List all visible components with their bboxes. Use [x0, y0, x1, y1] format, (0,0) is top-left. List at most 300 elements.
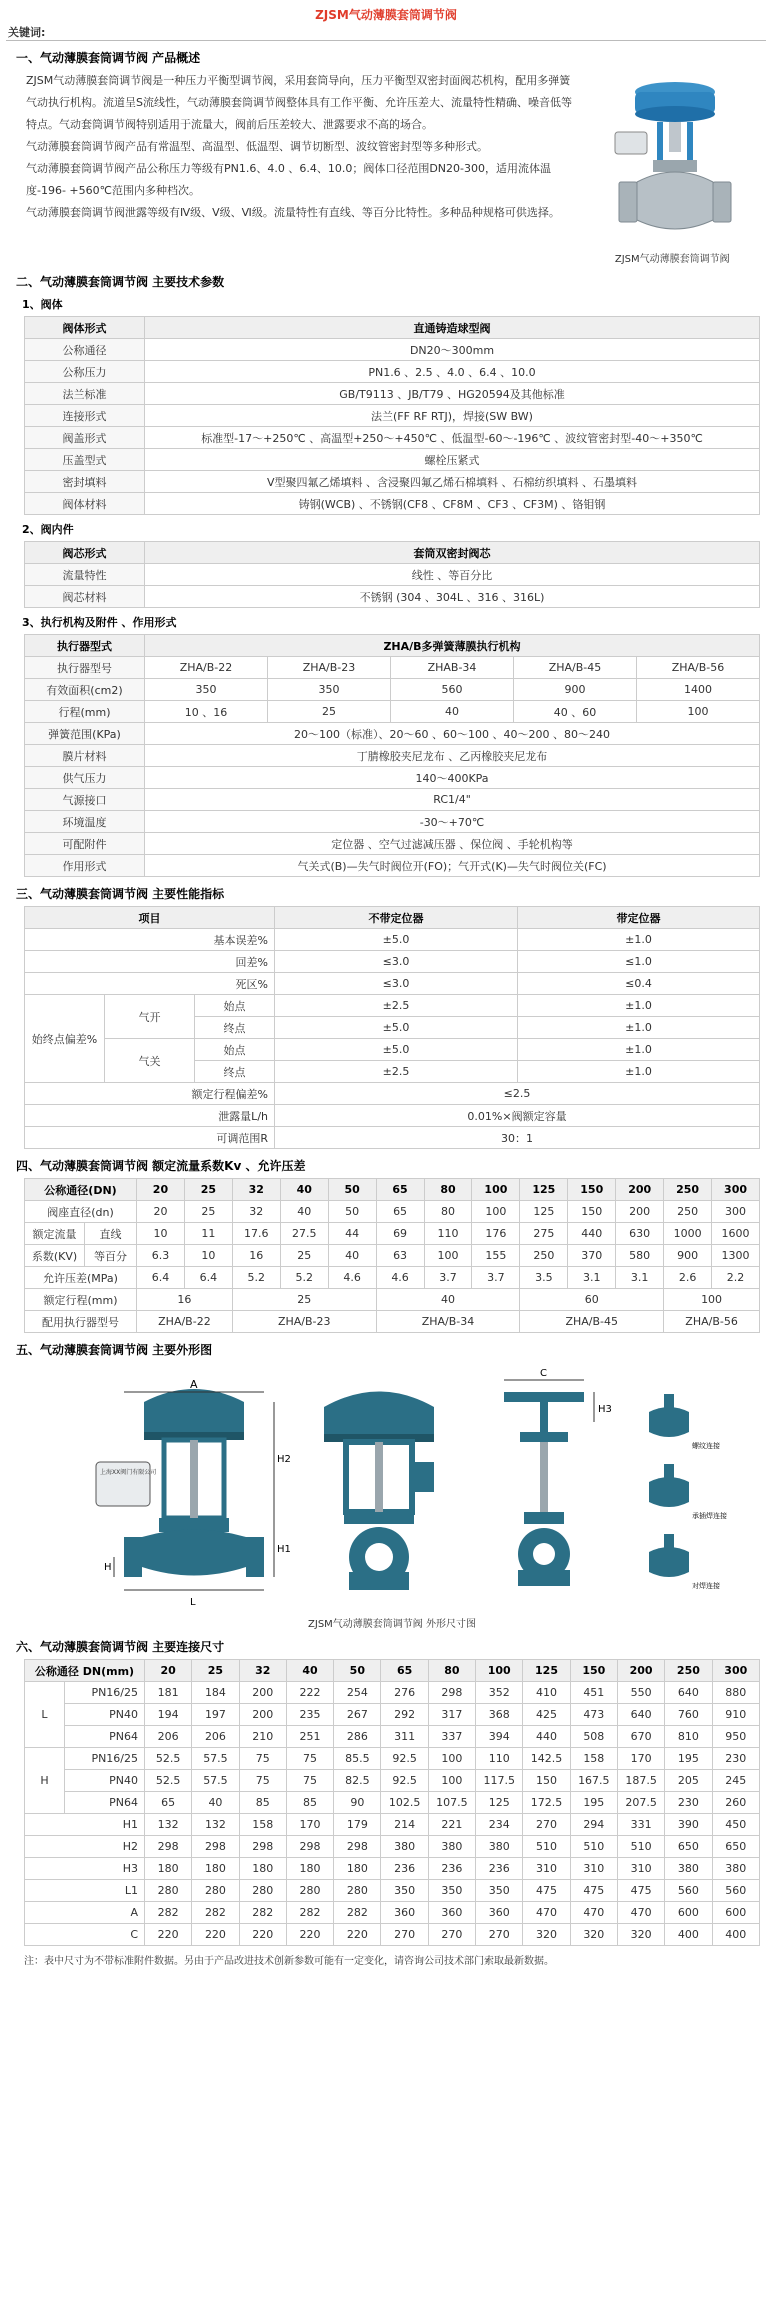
table-cell: 40	[328, 1245, 376, 1267]
table-cell: 310	[570, 1858, 617, 1880]
dims-figure-heading: 五、气动薄膜套筒调节阀 主要外形图	[16, 1343, 213, 1357]
table-cell: 260	[712, 1792, 759, 1814]
table-cell: 300	[712, 1179, 760, 1201]
table-cell: 310	[523, 1858, 570, 1880]
row-label: PN64	[65, 1726, 145, 1748]
table-cell: 510	[523, 1836, 570, 1858]
table-cell: ZHA/B-34	[376, 1311, 520, 1333]
table-cell: 298	[286, 1836, 333, 1858]
table-cell: 207.5	[617, 1792, 664, 1814]
table-cell: 214	[381, 1814, 428, 1836]
table-cell: 65	[376, 1201, 424, 1223]
table-cell: 25	[184, 1201, 232, 1223]
dim-A-label: A	[190, 1378, 198, 1391]
table-cell: ZHA/B-23	[268, 657, 391, 679]
table-cell: ±2.5	[275, 995, 518, 1017]
table-cell: 270	[523, 1814, 570, 1836]
table-cell: 210	[239, 1726, 286, 1748]
row-label: H1	[25, 1814, 145, 1836]
table-row	[25, 1726, 760, 1748]
row-label: 弹簧范围(KPa)	[25, 723, 145, 745]
row-label: 阀芯材料	[25, 586, 145, 608]
table-cell: 580	[616, 1245, 664, 1267]
table-cell: 158	[239, 1814, 286, 1836]
table-cell: 50	[328, 1201, 376, 1223]
table-cell: 32	[232, 1201, 280, 1223]
trim-table	[24, 541, 760, 608]
table-cell: 32	[239, 1660, 286, 1682]
table-cell: 440	[568, 1223, 616, 1245]
table-cell: 142.5	[523, 1748, 570, 1770]
table-row	[25, 767, 760, 789]
table-cell: 380	[428, 1836, 475, 1858]
table-cell: 440	[523, 1726, 570, 1748]
table-cell: 370	[568, 1245, 616, 1267]
table-cell: 320	[617, 1924, 664, 1946]
row-label: 膜片材料	[25, 745, 145, 767]
table-cell: 300	[712, 1660, 759, 1682]
table-cell: 298	[192, 1836, 239, 1858]
table-cell: ±1.0	[518, 1017, 760, 1039]
table-cell: 220	[239, 1924, 286, 1946]
table-cell: 65	[145, 1792, 192, 1814]
table-row	[25, 471, 760, 493]
table-cell: 10	[184, 1245, 232, 1267]
table-cell: 项目	[25, 907, 275, 929]
table-row	[25, 542, 760, 564]
table-row	[25, 339, 760, 361]
table-cell: 184	[192, 1682, 239, 1704]
table-cell: 2.6	[664, 1267, 712, 1289]
table-cell: 125	[523, 1660, 570, 1682]
table-row	[25, 973, 760, 995]
row-value: PN1.6 、2.5 、4.0 、6.4 、10.0	[145, 361, 760, 383]
row-label: 环境温度	[25, 811, 145, 833]
row-label: H3	[25, 1858, 145, 1880]
table-cell: 200	[239, 1682, 286, 1704]
table-cell: 250	[664, 1201, 712, 1223]
table-cell: 110	[424, 1223, 472, 1245]
table-cell: 250	[520, 1245, 568, 1267]
table-row	[25, 1267, 760, 1289]
table-cell: 470	[617, 1902, 664, 1924]
table-cell: 16	[137, 1289, 233, 1311]
table-cell: 32	[232, 1179, 280, 1201]
table-cell: 180	[192, 1858, 239, 1880]
table-row	[25, 855, 760, 877]
table-cell: 220	[334, 1924, 381, 1946]
table-cell: 206	[145, 1726, 192, 1748]
table-cell: 40	[391, 701, 514, 723]
table-cell: ZHA/B-45	[520, 1311, 664, 1333]
table-cell: 475	[523, 1880, 570, 1902]
table-cell: 终点	[195, 1061, 275, 1083]
table-cell: 352	[476, 1682, 523, 1704]
dimension-drawing-icon	[24, 1362, 760, 1612]
table-cell: 508	[570, 1726, 617, 1748]
table-cell: ZHA/B-23	[232, 1311, 376, 1333]
table-cell: 25	[192, 1660, 239, 1682]
table-cell: 100	[428, 1748, 475, 1770]
page-title: ZJSM气动薄膜套筒调节阀	[315, 8, 457, 22]
table-row	[25, 995, 760, 1017]
table-cell: 85.5	[334, 1748, 381, 1770]
table-cell: 380	[665, 1858, 712, 1880]
table-cell: 280	[239, 1880, 286, 1902]
table-cell: 80	[424, 1201, 472, 1223]
table-cell: ±5.0	[275, 1017, 518, 1039]
table-cell: 92.5	[381, 1770, 428, 1792]
table-cell: 292	[381, 1704, 428, 1726]
table-row	[25, 1880, 760, 1902]
row-label: 作用形式	[25, 855, 145, 877]
table-cell: ZHA/B-22	[137, 1311, 233, 1333]
table-cell: 317	[428, 1704, 475, 1726]
dim-C-label: C	[540, 1368, 547, 1379]
table-cell: 110	[476, 1748, 523, 1770]
row-label: 气源接口	[25, 789, 145, 811]
table-cell: ZHA/B-22	[145, 657, 268, 679]
table-cell: 368	[476, 1704, 523, 1726]
actuator-table	[24, 634, 760, 877]
table-cell: ±1.0	[518, 929, 760, 951]
table-cell: 80	[428, 1660, 475, 1682]
table-cell: 350	[145, 679, 268, 701]
table-row	[25, 929, 760, 951]
table-cell: 180	[145, 1858, 192, 1880]
dim-H2-label: H2	[277, 1454, 291, 1465]
row-label: 额定行程偏差%	[25, 1083, 275, 1105]
row-label: L1	[25, 1880, 145, 1902]
table-cell: 298	[145, 1836, 192, 1858]
table-row	[25, 1858, 760, 1880]
table-cell: 11	[184, 1223, 232, 1245]
table-cell: 286	[334, 1726, 381, 1748]
row-label: 回差%	[25, 951, 275, 973]
table-cell: 90	[334, 1792, 381, 1814]
table-cell: 100	[664, 1289, 760, 1311]
overview-paragraph: 气动薄膜套筒调节阀产品公称压力等级有PN1.6、4.0 、6.4、10.0；阀体口径范围DN20-300，适用流体温度-196- +560℃范围内多种档次。	[26, 162, 551, 197]
table-cell: 230	[712, 1748, 759, 1770]
connection-variants	[649, 1394, 727, 1590]
table-row	[25, 907, 760, 929]
table-cell: ZHA/B-45	[514, 657, 637, 679]
endpoint-label: 始终点偏差%	[25, 995, 105, 1083]
table-row	[25, 1105, 760, 1127]
table-cell: 75	[286, 1770, 333, 1792]
table-cell: 251	[286, 1726, 333, 1748]
table-cell: 560	[665, 1880, 712, 1902]
table-cell: 3.1	[568, 1267, 616, 1289]
table-row	[25, 1311, 760, 1333]
table-cell: 57.5	[192, 1748, 239, 1770]
table-cell: 282	[145, 1902, 192, 1924]
table-cell: 1600	[712, 1223, 760, 1245]
table-cell: 带定位器	[518, 907, 760, 929]
table-cell: 40	[192, 1792, 239, 1814]
table-cell: ≤3.0	[275, 951, 518, 973]
row-label: 连接形式	[25, 405, 145, 427]
table-cell: 470	[523, 1902, 570, 1924]
table-cell: 150	[568, 1179, 616, 1201]
table-cell: 206	[192, 1726, 239, 1748]
table-cell: 220	[286, 1924, 333, 1946]
table-cell: 880	[712, 1682, 759, 1704]
table-cell: 470	[570, 1902, 617, 1924]
table-cell: 6.4	[184, 1267, 232, 1289]
table-cell: 40	[280, 1179, 328, 1201]
table-cell: 158	[570, 1748, 617, 1770]
table-cell: 280	[145, 1880, 192, 1902]
row-label: C	[25, 1924, 145, 1946]
valve-handwheel-view	[504, 1368, 612, 1586]
connection-heading: 六、气动薄膜套筒调节阀 主要连接尺寸	[16, 1640, 225, 1654]
variant-label-butt: 对焊连接	[692, 1582, 720, 1590]
table-cell: 3.5	[520, 1267, 568, 1289]
table-cell: 公称通径(DN)	[25, 1179, 137, 1201]
table-cell: 3.7	[424, 1267, 472, 1289]
table-cell: 20	[137, 1201, 185, 1223]
row-label: 供气压力	[25, 767, 145, 789]
table-cell: 810	[665, 1726, 712, 1748]
table-cell: 275	[520, 1223, 568, 1245]
row-value: 套筒双密封阀芯	[145, 542, 760, 564]
table-cell: 350	[268, 679, 391, 701]
flow-table	[24, 1178, 760, 1333]
row-label: 公称压力	[25, 361, 145, 383]
table-cell: 350	[381, 1880, 428, 1902]
table-cell: 82.5	[334, 1770, 381, 1792]
row-value: 螺栓压紧式	[145, 449, 760, 471]
row-label: PN16/25	[65, 1682, 145, 1704]
overview-paragraph: 气动薄膜套筒调节阀产品有常温型、高温型、低温型、调节切断型、波纹管密封型等多种形式。	[26, 140, 488, 153]
row-label: 密封填料	[25, 471, 145, 493]
table-cell: 85	[286, 1792, 333, 1814]
table-cell: 180	[334, 1858, 381, 1880]
table-cell: 92.5	[381, 1748, 428, 1770]
table-row	[25, 1704, 760, 1726]
table-cell: 187.5	[617, 1770, 664, 1792]
table-cell: 公称通径 DN(mm)	[25, 1660, 145, 1682]
table-cell: 320	[570, 1924, 617, 1946]
table-row	[25, 1814, 760, 1836]
table-cell: 176	[472, 1223, 520, 1245]
table-cell: 600	[665, 1902, 712, 1924]
table-cell: 950	[712, 1726, 759, 1748]
row-value: 线性 、等百分比	[145, 564, 760, 586]
table-row	[25, 449, 760, 471]
table-cell: 410	[523, 1682, 570, 1704]
table-cell: 475	[617, 1880, 664, 1902]
table-cell: 300	[712, 1201, 760, 1223]
plate-text: 上海XX阀门有限公司	[100, 1469, 157, 1476]
row-value: DN20～300mm	[145, 339, 760, 361]
table-cell: 200	[616, 1179, 664, 1201]
table-cell: 205	[665, 1770, 712, 1792]
connection-table	[24, 1659, 760, 1946]
footnote: 注：表中尺寸为不带标准附件数据。另由于产品改进技术创新参数可能有一定变化，请咨询公司技术部门索取最新数据。	[24, 1956, 554, 1967]
table-cell: 298	[239, 1836, 286, 1858]
table-cell: 400	[712, 1924, 759, 1946]
row-value: 140～400KPa	[145, 767, 760, 789]
table-cell: 17.6	[232, 1223, 280, 1245]
trim-heading: 2、阀内件	[22, 523, 74, 536]
table-cell: 550	[617, 1682, 664, 1704]
table-cell: ≤3.0	[275, 973, 518, 995]
table-cell: 27.5	[280, 1223, 328, 1245]
table-cell: 560	[712, 1880, 759, 1902]
table-cell: 197	[192, 1704, 239, 1726]
table-cell: ±1.0	[518, 1039, 760, 1061]
table-cell: 200	[617, 1660, 664, 1682]
table-cell: 107.5	[428, 1792, 475, 1814]
row-label: 可调范围R	[25, 1127, 275, 1149]
table-cell: 282	[286, 1902, 333, 1924]
valve-photo-icon	[597, 70, 747, 250]
row-label: 阀芯形式	[25, 542, 145, 564]
table-cell: 不带定位器	[275, 907, 518, 929]
table-row	[25, 405, 760, 427]
table-cell: 80	[424, 1179, 472, 1201]
table-cell: 60	[520, 1289, 664, 1311]
table-cell: 25	[280, 1245, 328, 1267]
table-cell: 282	[192, 1902, 239, 1924]
divider	[6, 40, 766, 41]
table-cell: 400	[665, 1924, 712, 1946]
table-cell: 230	[665, 1792, 712, 1814]
table-cell: 100	[424, 1245, 472, 1267]
table-row	[25, 635, 760, 657]
table-row	[25, 564, 760, 586]
product-image	[579, 70, 766, 265]
table-cell: 475	[570, 1880, 617, 1902]
table-cell: 155	[472, 1245, 520, 1267]
table-cell: 125	[520, 1201, 568, 1223]
dim-L-label: L	[190, 1597, 196, 1608]
row-label: A	[25, 1902, 145, 1924]
group-label: L	[25, 1682, 65, 1748]
table-cell: 220	[145, 1924, 192, 1946]
row-value: 不锈钢 (304 、304L 、316 、316L)	[145, 586, 760, 608]
table-row	[25, 1770, 760, 1792]
table-cell: 298	[334, 1836, 381, 1858]
table-cell: 25	[184, 1179, 232, 1201]
table-cell: 250	[665, 1660, 712, 1682]
table-cell: 194	[145, 1704, 192, 1726]
row-label: 泄露量L/h	[25, 1105, 275, 1127]
table-cell: 473	[570, 1704, 617, 1726]
table-cell: 311	[381, 1726, 428, 1748]
close-label: 气关	[105, 1039, 195, 1083]
table-cell: 510	[617, 1836, 664, 1858]
table-cell: 220	[192, 1924, 239, 1946]
table-row	[25, 427, 760, 449]
table-cell: 280	[192, 1880, 239, 1902]
table-cell: 170	[286, 1814, 333, 1836]
table-cell: 10 、16	[145, 701, 268, 723]
overview-heading: 一、气动薄膜套筒调节阀 产品概述	[16, 51, 201, 65]
page	[6, 0, 766, 1967]
table-row	[25, 723, 760, 745]
table-cell: 298	[428, 1682, 475, 1704]
table-row	[25, 1083, 760, 1105]
row-label: 配用执行器型号	[25, 1311, 137, 1333]
table-cell: ≤2.5	[275, 1083, 760, 1105]
dim-H3-label: H3	[598, 1404, 612, 1415]
dimension-figure	[24, 1362, 760, 1630]
actuator-heading: 3、执行机构及附件 、作用形式	[22, 616, 177, 629]
row-label: 有效面积(cm2)	[25, 679, 145, 701]
table-cell: 195	[665, 1748, 712, 1770]
table-cell: 450	[712, 1814, 759, 1836]
table-cell: 179	[334, 1814, 381, 1836]
table-cell: 25	[268, 701, 391, 723]
table-cell: 25	[232, 1289, 376, 1311]
table-cell: 44	[328, 1223, 376, 1245]
table-cell: 102.5	[381, 1792, 428, 1814]
table-cell: 始点	[195, 1039, 275, 1061]
table-row	[25, 1902, 760, 1924]
row-label: 流量特性	[25, 564, 145, 586]
table-cell: 100	[428, 1770, 475, 1792]
table-cell: 100	[476, 1660, 523, 1682]
table-row	[25, 1924, 760, 1946]
row-label: 额定流量	[25, 1223, 85, 1245]
table-cell: 等百分	[85, 1245, 137, 1267]
product-image-caption: ZJSM气动薄膜套筒调节阀	[614, 254, 730, 265]
table-cell: ±1.0	[518, 995, 760, 1017]
table-cell: 270	[381, 1924, 428, 1946]
overview-paragraph: ZJSM气动薄膜套筒调节阀是一种压力平衡型调节阀，采用套筒导向，压力平衡型双密封面阀芯机构，配用多弹簧气动执行机构。流道呈S流线性，气动薄膜套筒调节阀整体具有工作平衡、允许压差大、流量特性精确、噪音低等特点。气动套筒调节阀特别适用于流量大，阀前后压差较大、泄露要求不高的场合。	[26, 74, 572, 131]
table-cell: 1000	[664, 1223, 712, 1245]
row-value: ZHA/B多弹簧薄膜执行机构	[145, 635, 760, 657]
row-value: 直通铸造球型阀	[145, 317, 760, 339]
table-cell: 0.01%×阀额定容量	[275, 1105, 760, 1127]
table-cell: 276	[381, 1682, 428, 1704]
table-cell: 40	[286, 1660, 333, 1682]
table-cell: ≤1.0	[518, 951, 760, 973]
table-row	[25, 361, 760, 383]
table-cell: 630	[616, 1223, 664, 1245]
table-cell: 234	[476, 1814, 523, 1836]
table-cell: 350	[476, 1880, 523, 1902]
table-cell: 200	[616, 1201, 664, 1223]
table-row	[25, 1201, 760, 1223]
table-cell: 16	[232, 1245, 280, 1267]
table-cell: 394	[476, 1726, 523, 1748]
table-cell: 425	[523, 1704, 570, 1726]
table-cell: ZHA/B-56	[664, 1311, 760, 1333]
table-row	[25, 679, 760, 701]
table-cell: 52.5	[145, 1748, 192, 1770]
row-label: 允许压差(MPa)	[25, 1267, 137, 1289]
table-row	[25, 1836, 760, 1858]
table-cell: 236	[428, 1858, 475, 1880]
table-cell: 195	[570, 1792, 617, 1814]
table-cell: 4.6	[376, 1267, 424, 1289]
row-value: 定位器 、空气过滤减压器 、保位阀 、手轮机构等	[145, 833, 760, 855]
table-cell: 310	[617, 1858, 664, 1880]
table-cell: ±5.0	[275, 929, 518, 951]
table-cell: 360	[381, 1902, 428, 1924]
table-cell: 117.5	[476, 1770, 523, 1792]
tech-heading: 二、气动薄膜套筒调节阀 主要技术参数	[16, 275, 225, 289]
row-label: 执行器型式	[25, 635, 145, 657]
table-cell: 181	[145, 1682, 192, 1704]
table-cell: 600	[712, 1902, 759, 1924]
table-cell: 280	[334, 1880, 381, 1902]
table-cell: 40 、60	[514, 701, 637, 723]
